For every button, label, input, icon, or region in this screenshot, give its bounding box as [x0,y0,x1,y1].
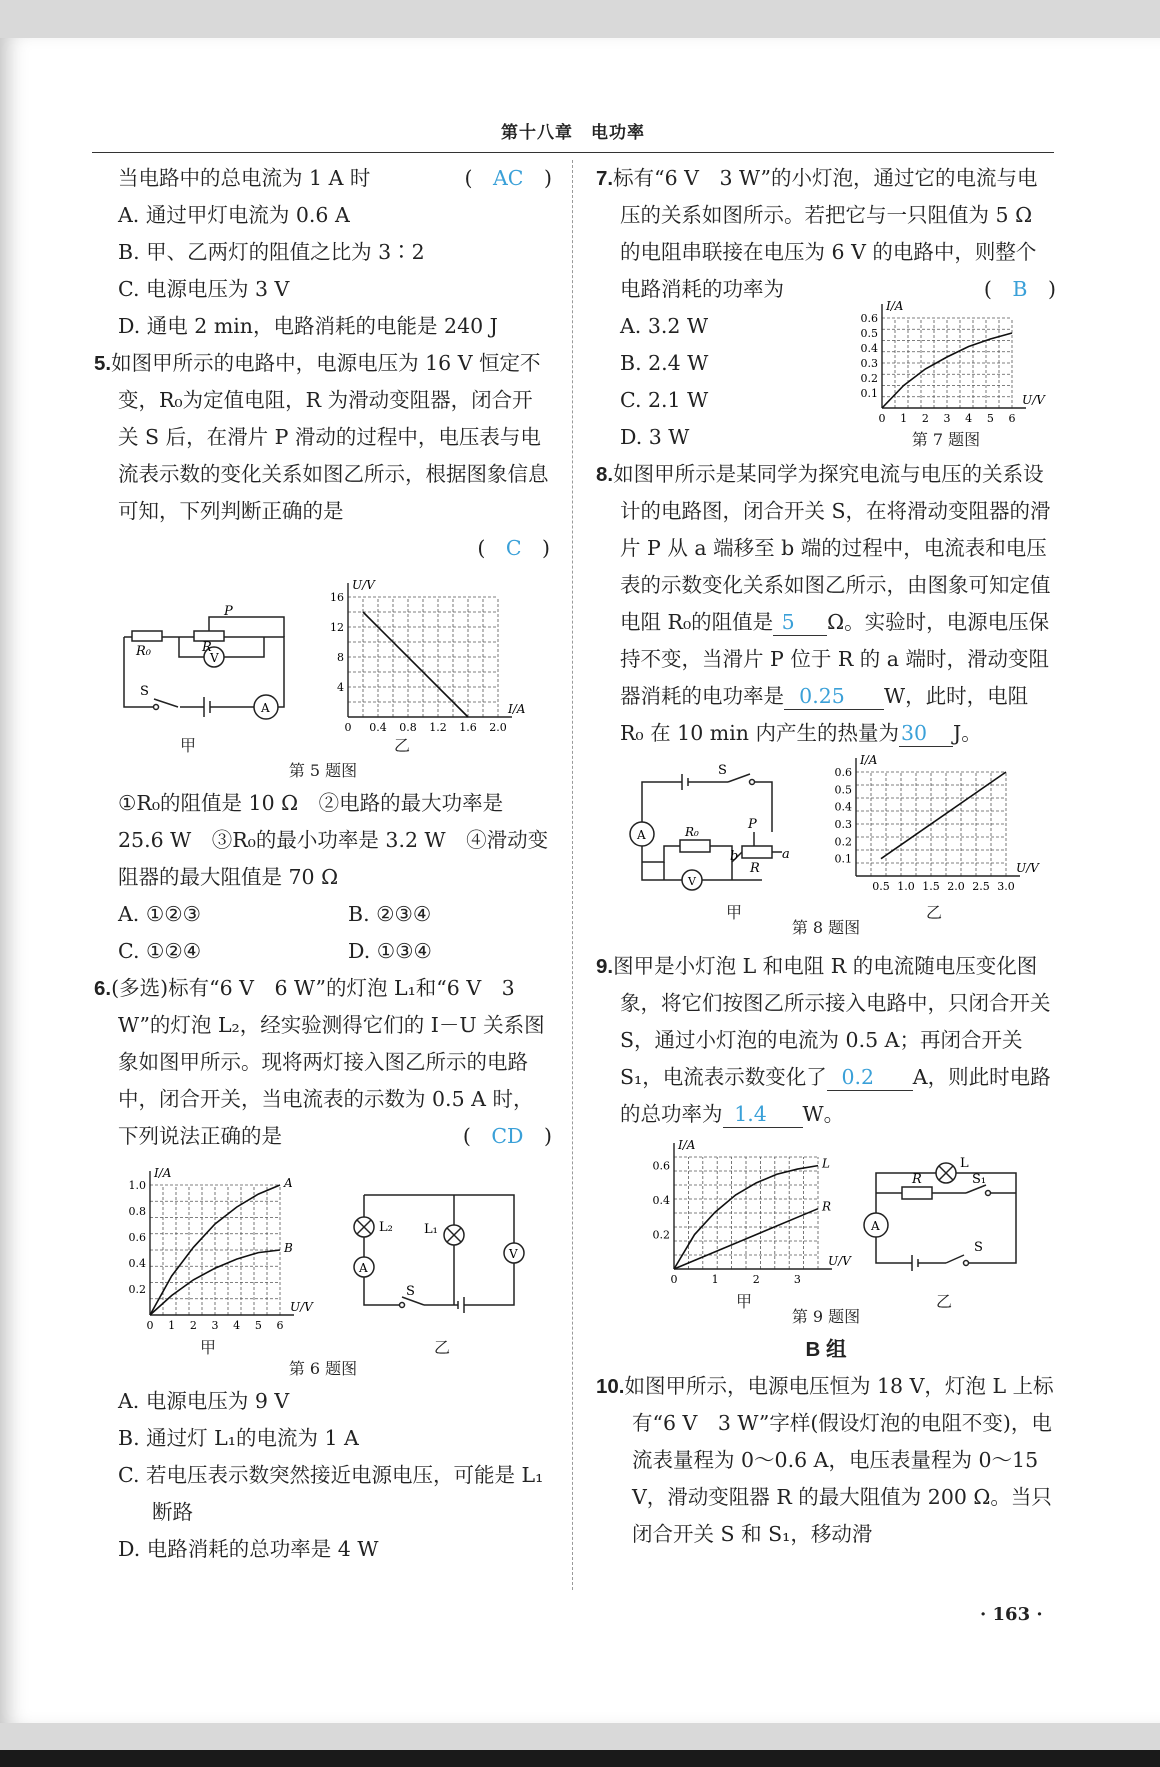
q8-label-p: P [748,817,757,832]
fig7-x-tick: 2 [921,412,929,425]
fig8-yi-x-tick: 2.5 [972,880,990,893]
fig5-yi-y-tick: 16 [330,591,344,604]
question-10 [596,1368,1056,1553]
fig6-jia-x-label: U/V [290,1300,313,1314]
question-4-continued [94,160,552,345]
q6-option-d: D. 电路消耗的总功率是 4 W [118,1537,379,1561]
q5-caption: 第 5 题图 [288,761,358,780]
fig7-x-label: U/V [1022,393,1045,407]
fig9-jia-x-tick: 2 [752,1273,760,1286]
q6-option-c: C. 若电压表示数突然接近电源电压，可能是 L₁断路 [118,1463,544,1524]
fig8-yi-x-tick: 2.0 [947,880,965,893]
fig9-jia-grid [674,1157,818,1269]
question-6 [94,970,552,1155]
q5-option-b: B. ②③④ [348,902,432,926]
q6-option-b: B. 通过灯 L₁的电流为 1 A [118,1426,359,1450]
right-column [596,160,1056,1553]
q9-chart-jia [640,1133,851,1293]
fig7-grid [882,318,1012,408]
fig6-jia-x-tick: 5 [254,1319,262,1332]
q7-caption: 第 7 题图 [911,430,981,449]
chapter-header: 第十八章 电功率 [92,118,1054,153]
q5-label-r0: R₀ [136,644,151,659]
q6-label-a: A [359,1261,368,1275]
q9-caption: 第 9 题图 [791,1307,861,1326]
q8-chart-yi [826,752,1039,902]
fig8-yi-x-tick: 1.0 [897,880,915,893]
q5-label-v: V [210,651,219,665]
section-b-title: B 组 [805,1338,847,1361]
fig7-y-tick: 0.3 [860,357,878,370]
q8-stem-a: 如图甲所示是某同学为探究电流与电压的关系设计的电路图，闭合开关 S，在将滑动变阻器的滑片 P 从 a 端移至 b 端的过程中，电流表和电压表的示数变化关系如图乙所示，由图象可知定值电阻 R₀的阻值是 [613,462,1051,634]
fig5-yi-x-tick: 0.8 [399,721,417,734]
q6-answer-paren: ( CD ) [462,1124,552,1148]
q8-label-s: S [718,763,727,778]
page-number: · 163 · [980,1604,1043,1625]
fig7-x-tick: 0 [878,412,886,425]
q5-option-d: D. ①③④ [348,939,432,963]
q6-label-v: V [509,1247,518,1261]
q7-number: 7. [596,167,614,190]
q6-figures [94,1155,552,1355]
fig8-yi-x-tick: 1.5 [922,880,940,893]
fig5-yi-x-tick: 0 [344,721,352,734]
q5-option-c: C. ①②④ [118,939,202,963]
q8-blank-1: 5 [773,609,827,636]
fig9-jia-y-tick: 0.4 [652,1194,670,1208]
q9-label-ammeter: A [871,1219,880,1233]
q10-stem: 如图甲所示，电源电压恒为 18 V，灯泡 L 上标有“6 V 3 W”字样(假设灯泡的电阻不变)，电流表量程为 0～0.6 A，电压表量程为 0～15 V，滑动变阻器 R 的最大阻值为 200 Ω。当只闭合开关 S 和 S₁，移动滑 [624,1374,1054,1546]
q9-jia-label: 甲 [736,1292,753,1311]
q9-yi-label: 乙 [936,1292,953,1311]
q4-answer: AC [493,166,524,190]
q4-option-c: C. 电源电压为 3 V [118,277,290,301]
q8-label-r: R [750,861,760,876]
q8-label-b: b [730,849,739,864]
fig7-x-tick: 1 [900,412,908,425]
fig7-x-tick: 6 [1008,412,1016,425]
q5-answer: C [505,536,522,560]
fig6-jia-grid [150,1185,280,1315]
q8-stem-b: Ω。实验时，电源电压保持不变，当滑片 P 位于 R 的 a 端时，滑动变阻器消耗的电功率是 [620,610,1050,708]
question-9 [596,948,1056,1133]
fig5-yi-x-tick: 2.0 [489,721,507,734]
q8-figures [596,752,1056,922]
q8-caption: 第 8 题图 [791,918,861,937]
q9-label-l: L [960,1156,969,1171]
fig8-yi-x-label: U/V [1016,861,1039,875]
q5-statements: ①R₀的阻值是 10 Ω ②电路的最大功率是 25.6 W ③R₀的最小功率是 3.2 W ④滑动变阻器的最大阻值是 70 Ω [118,791,549,889]
q8-yi-label: 乙 [926,903,943,922]
fig9-jia-x-tick: 0 [670,1273,678,1286]
fig7-y-tick: 0.1 [860,387,878,400]
q6-chart-jia [114,1155,314,1345]
fig6-jia-y-label: I/A [154,1166,172,1180]
fig6-jia-y-tick: 0.8 [128,1205,146,1218]
q6-yi-label: 乙 [434,1338,451,1357]
fig5-yi-grid [348,597,498,717]
fig6-jia-x-tick: 3 [211,1319,219,1332]
q7-option-b: B. 2.4 W [620,351,709,375]
question-8 [596,456,1056,752]
q6-label-l1: L₁ [424,1222,438,1237]
fig7-y-tick: 0.6 [860,312,878,325]
fig9-jia-series-label: L [822,1156,830,1171]
q6-option-a: A. 电源电压为 9 V [118,1389,290,1413]
q5-options-row1 [94,896,552,933]
q9-label-s1: S₁ [972,1172,987,1187]
fig6-jia-x-tick: 2 [189,1319,197,1332]
question-7 [596,160,1056,308]
q8-blank-3: 30 [899,720,953,747]
q5-label-p: P [224,604,233,619]
q9-number: 9. [596,955,614,978]
q6-caption: 第 6 题图 [288,1359,358,1378]
q4-option-a: A. 通过甲灯电流为 0.6 A [118,203,350,227]
q5-stem: 如图甲所示的电路中，电源电压为 16 V 恒定不变，R₀为定值电阻，R 为滑动变阻器，闭合开关 S 后，在滑片 P 滑动的过程中，电压表与电流表示数的变化关系如图乙所示，根据图象信息可知，下列判断正确的是 [111,351,549,523]
fig8-yi-x-tick: 0.5 [872,880,890,893]
fig6-jia-y-tick: 1.0 [128,1179,146,1192]
fig8-yi-x-tick: 3.0 [997,880,1015,893]
q6-label-s: S [406,1284,415,1299]
q9-stem-c: W。 [802,1102,845,1126]
fig5-yi-y-tick: 8 [337,651,344,664]
question-5 [94,345,552,530]
q5-label-a: A [261,701,270,715]
fig5-yi-series-0 [363,612,468,717]
q8-label-ammeter: A [637,828,646,842]
fig6-jia-y-tick: 0.6 [128,1231,146,1244]
q9-label-s: S [974,1240,983,1255]
q9-stem-b: A，则此时电路的总功率为 [620,1065,1051,1126]
q4-option-b: B. 甲、乙两灯的阻值之比为 3∶2 [118,240,425,264]
q7-options-and-figure [596,299,1056,456]
fig5-yi-x-tick: 1.2 [429,721,447,734]
q9-label-r: R [912,1172,922,1187]
fig9-jia-y-label: I/A [678,1138,696,1152]
fig6-jia-x-tick: 1 [168,1319,176,1332]
q9-figures [596,1133,1056,1311]
q4-answer-paren: ( AC ) [464,166,552,190]
fig7-y-tick: 0.2 [860,372,878,385]
q5-label-s: S [140,684,149,699]
fig7-y-tick: 0.4 [860,342,878,355]
q9-circuit-yi [866,1153,1026,1283]
fig6-jia-y-tick: 0.4 [128,1257,146,1270]
fig5-yi-y-label: U/V [352,578,375,592]
fig6-jia-x-tick: 4 [233,1319,241,1332]
fig8-yi-y-tick: 0.5 [834,783,852,797]
q7-option-c: C. 2.1 W [620,388,709,412]
left-column [94,160,552,1568]
fig6-jia-series-label: B [284,1241,293,1255]
q6-circuit-yi [344,1175,524,1335]
fig5-yi-y-tick: 12 [330,621,344,634]
q9-blank-2: 1.4 [723,1101,803,1128]
q5-option-a: A. ①②③ [118,902,201,926]
q7-answer-paren: ( B ) [983,277,1056,301]
q8-number: 8. [596,463,614,486]
q8-stem-c: W，此时，电阻 R₀ 在 10 min 内产生的热量为 [620,684,1029,745]
fig9-jia-y-tick: 0.2 [652,1228,670,1242]
q9-stem-a: 图甲是小灯泡 L 和电阻 R 的电流随电压变化图象，将它们按图乙所示接入电路中，只闭合开关 S，通过小灯泡的电流为 0.5 A；再闭合开关 S₁，电流表示数变化了 [613,954,1051,1089]
q5-label-r: R [202,640,212,655]
q7-option-d: D. 3 W [620,425,690,449]
fig7-x-tick: 5 [986,412,994,425]
q5-answer-paren: ( C ) [477,536,550,560]
q8-label-r0: R₀ [685,825,699,839]
q4-stem: 当电路中的总电流为 1 A 时 [118,166,371,190]
fig6-jia-x-tick: 6 [276,1319,284,1332]
q4-option-d: D. 通电 2 min，电路消耗的电能是 240 J [118,314,498,338]
q6-jia-label: 甲 [200,1338,217,1357]
fig8-yi-y-tick: 0.6 [834,766,852,779]
fig8-yi-y-label: I/A [860,753,878,767]
fig9-jia-x-label: U/V [828,1254,851,1268]
fig9-jia-x-tick: 3 [793,1273,801,1286]
q8-jia-label: 甲 [726,903,743,922]
q8-blank-2: 0.25 [784,683,884,710]
q7-answer: B [1012,277,1028,301]
fig6-jia-x-tick: 0 [146,1319,154,1332]
q7-stem: 标有“6 V 3 W”的小灯泡，通过它的电流与电压的关系如图所示。若把它与一只阻值为 5 Ω 的电阻串联接在电压为 6 V 的电路中，则整个电路消耗的功率为 [613,166,1038,301]
q10-number: 10. [596,1375,625,1398]
q6-answer: CD [491,1124,524,1148]
fig9-jia-series-label: R [822,1199,832,1214]
fig6-jia-series-label: A [284,1176,293,1190]
q5-chart-yi [314,567,524,747]
fig5-yi-x-tick: 1.6 [459,721,477,734]
q5-number: 5. [94,352,112,375]
q9-blank-1: 0.2 [827,1064,913,1091]
column-divider [572,160,573,1590]
fig5-yi-x-label: I/A [508,702,526,716]
fig8-yi-y-tick: 0.2 [834,835,852,849]
q7-chart [846,300,1046,430]
fig8-yi-y-tick: 0.4 [834,800,852,814]
q8-stem-d: J。 [953,721,982,745]
fig6-jia-y-tick: 0.2 [128,1283,146,1296]
q5-yi-label: 乙 [394,736,411,755]
q5-jia-label: 甲 [180,736,197,755]
q5-options-row2 [94,933,552,970]
q7-option-a: A. 3.2 W [620,314,709,338]
fig8-yi-y-tick: 0.3 [834,818,852,831]
fig9-jia-x-tick: 1 [711,1273,719,1286]
q5-figures [94,567,552,757]
bottom-bar [0,1750,1160,1767]
fig7-x-tick: 3 [943,412,951,425]
q8-label-v: V [688,875,696,888]
q8-circuit-jia [622,762,802,902]
q6-label-l2: L₂ [379,1220,393,1235]
q6-number: 6. [94,977,112,1000]
fig8-yi-y-tick: 0.1 [834,852,852,866]
fig5-yi-y-tick: 4 [337,681,344,694]
q8-label-a-end: a [782,847,790,862]
fig7-y-label: I/A [886,299,904,313]
fig7-x-tick: 4 [965,412,973,425]
fig9-jia-y-tick: 0.6 [652,1159,670,1173]
fig7-y-tick: 0.5 [860,327,878,340]
fig5-yi-x-tick: 0.4 [369,721,387,734]
q6-stem: (多选)标有“6 V 6 W”的灯泡 L₁和“6 V 3 W”的灯泡 L₂，经实验测得它们的 I－U 关系图象如图甲所示。现将两灯接入图乙所示的电路中，闭合开关，当电流表的示数为 0.5 A 时，下列说法正确的是 [111,976,545,1148]
